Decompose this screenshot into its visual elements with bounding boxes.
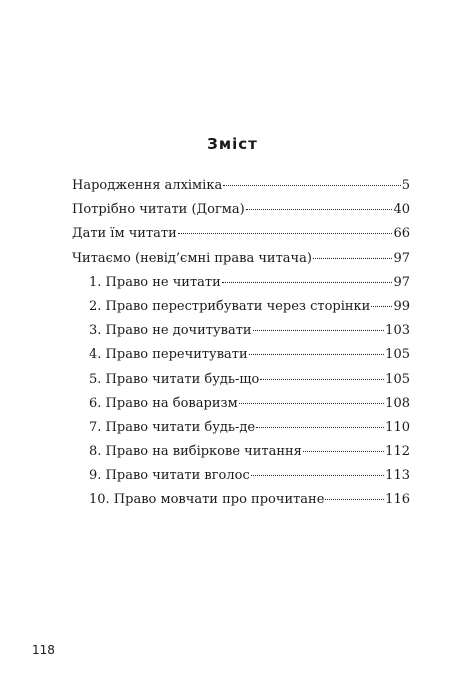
toc-subentry: [72, 396, 410, 420]
dot-leader: [256, 427, 384, 428]
toc-subentry: [72, 347, 410, 371]
toc-subentry: [72, 323, 410, 347]
dot-leader: [249, 354, 385, 355]
toc-entry-label: Читаємо (невід’ємні права читача): [72, 250, 312, 266]
dot-leader: [371, 306, 392, 307]
toc-entry-label: 5. Право читати будь-що: [89, 371, 260, 387]
dot-leader: [251, 475, 384, 476]
toc-entry-page: 112: [385, 444, 410, 460]
dot-leader: [223, 185, 401, 186]
toc-entry: [72, 251, 410, 275]
dot-leader: [222, 282, 393, 283]
toc-entry: [72, 226, 410, 250]
toc-entry-page: 66: [393, 226, 410, 242]
toc-subentry: [72, 492, 410, 516]
toc-entry-page: 99: [393, 298, 410, 314]
toc-entry-label: 10. Право мовчати про прочитане: [89, 492, 325, 508]
toc-subentry: [72, 372, 410, 396]
toc-entry-label: 6. Право на боваризм: [89, 395, 238, 411]
toc-entry-label: Потрібно читати (Догма): [72, 202, 245, 218]
toc-entry-label: 4. Право перечитувати: [89, 347, 248, 363]
toc-entry-page: 5: [401, 178, 410, 193]
toc-entry: [72, 178, 410, 202]
toc-entry-label: 2. Право перестрибувати через сторінки: [89, 298, 371, 314]
toc-entry-page: 113: [385, 468, 410, 484]
dot-leader: [239, 403, 384, 404]
toc-entry-label: Народження алхіміка: [72, 178, 223, 193]
toc-entry-label: 7. Право читати будь-де: [89, 419, 256, 435]
toc-subentry: [72, 444, 410, 468]
toc-subentry: [72, 420, 410, 444]
dot-leader: [253, 330, 385, 331]
dot-leader: [303, 451, 384, 452]
toc-entry-page: 103: [385, 323, 410, 339]
toc-entry-page: 108: [385, 395, 410, 411]
toc-entry-page: 105: [385, 347, 410, 363]
toc-entry-page: 97: [393, 274, 410, 290]
toc-entry-label: Дати їм читати: [72, 226, 177, 242]
dot-leader: [313, 258, 392, 259]
dot-leader: [325, 499, 384, 500]
toc-subentry: [72, 275, 410, 299]
page-title: Зміст: [207, 135, 258, 153]
page-number: 118: [32, 643, 55, 657]
toc-entry-page: 116: [385, 492, 410, 508]
toc-entry-label: 1. Право не читати: [89, 274, 221, 290]
toc-subentry: [72, 468, 410, 492]
toc-entry-page: 105: [385, 371, 410, 387]
toc-entry-page: 40: [393, 202, 410, 218]
toc-entry-label: 3. Право не дочитувати: [89, 323, 252, 339]
toc-entry: [72, 202, 410, 226]
toc-entry-page: 110: [385, 419, 410, 435]
toc-entry-page: 97: [393, 250, 410, 266]
toc-subentry: [72, 299, 410, 323]
toc-entry-label: 9. Право читати вголос: [89, 468, 250, 484]
toc-entry-label: 8. Право на вибіркове читання: [89, 444, 302, 460]
dot-leader: [260, 379, 384, 380]
dot-leader: [178, 233, 393, 234]
dot-leader: [246, 209, 393, 210]
table-of-contents: [72, 178, 410, 517]
